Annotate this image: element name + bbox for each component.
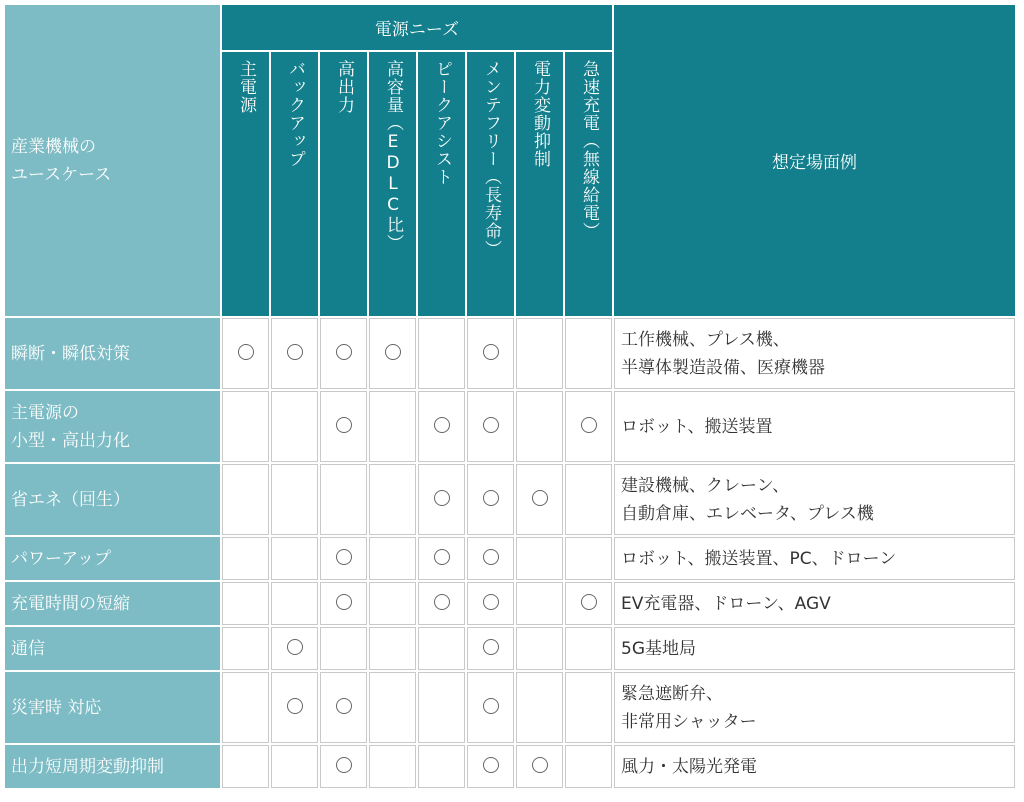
need-label: バックアップ — [285, 60, 305, 168]
scene-line: 建設機械、クレーン、 — [621, 475, 790, 496]
need-mark-cell — [418, 537, 465, 580]
need-mark-cell — [565, 672, 612, 743]
need-mark-cell — [320, 318, 367, 389]
circle-mark-icon — [336, 698, 352, 714]
use-case-label — [5, 391, 220, 462]
circle-mark-icon — [483, 639, 499, 655]
need-mark-cell — [369, 391, 416, 462]
use-case-line: 充電時間の短縮 — [11, 593, 130, 614]
need-mark-cell — [222, 464, 269, 535]
need-mark-cell — [418, 391, 465, 462]
need-mark-cell — [418, 627, 465, 670]
circle-mark-icon — [385, 344, 401, 360]
scene-cell — [614, 391, 1015, 462]
need-mark-cell — [467, 391, 514, 462]
circle-mark-icon — [336, 549, 352, 565]
need-mark-cell — [418, 464, 465, 535]
need-mark-cell — [565, 745, 612, 788]
use-case-line: 瞬断・瞬低対策 — [11, 343, 130, 364]
scene-line: 自動倉庫、エレベータ、プレス機 — [621, 503, 874, 524]
need-label: ピークアシスト — [432, 60, 452, 186]
scene-line: 風力・太陽光発電 — [621, 756, 757, 777]
scene-line: 非常用シャッター — [621, 711, 757, 732]
need-mark-cell — [271, 464, 318, 535]
need-mark-cell — [369, 582, 416, 625]
circle-mark-icon — [336, 344, 352, 360]
use-case-label — [5, 464, 220, 535]
need-mark-cell — [565, 537, 612, 580]
need-mark-cell — [516, 391, 563, 462]
need-label: 急速充電（無線給電） — [579, 60, 599, 240]
use-case-table — [3, 3, 1017, 790]
need-header — [271, 52, 318, 316]
need-mark-cell — [271, 672, 318, 743]
need-mark-cell — [565, 318, 612, 389]
scene-line: 緊急遮断弁、 — [621, 683, 723, 704]
need-mark-cell — [222, 582, 269, 625]
need-mark-cell — [271, 582, 318, 625]
need-mark-cell — [467, 464, 514, 535]
scene-cell — [614, 672, 1015, 743]
use-case-line: 出力短周期変動抑制 — [11, 756, 164, 777]
need-mark-cell — [516, 318, 563, 389]
use-case-label — [5, 318, 220, 389]
need-mark-cell — [222, 745, 269, 788]
circle-mark-icon — [483, 344, 499, 360]
need-mark-cell — [467, 745, 514, 788]
need-mark-cell — [418, 745, 465, 788]
table-row — [5, 464, 1015, 535]
need-mark-cell — [565, 582, 612, 625]
use-case-label — [5, 627, 220, 670]
need-label: 高容量（EDLC比） — [383, 60, 403, 252]
circle-mark-icon — [483, 549, 499, 565]
need-mark-cell — [467, 582, 514, 625]
circle-mark-icon — [336, 594, 352, 610]
use-case-line: パワーアップ — [11, 548, 111, 569]
circle-mark-icon — [581, 594, 597, 610]
table-row — [5, 672, 1015, 743]
scene-cell — [614, 537, 1015, 580]
need-mark-cell — [418, 672, 465, 743]
scene-line: 工作機械、プレス機、 — [621, 329, 790, 350]
need-mark-cell — [418, 582, 465, 625]
circle-mark-icon — [434, 594, 450, 610]
circle-mark-icon — [434, 490, 450, 506]
need-mark-cell — [565, 464, 612, 535]
need-mark-cell — [565, 391, 612, 462]
need-mark-cell — [222, 627, 269, 670]
need-header — [565, 52, 612, 316]
need-mark-cell — [467, 672, 514, 743]
need-label: メンテフリー（長寿命） — [481, 60, 501, 258]
need-mark-cell — [271, 745, 318, 788]
circle-mark-icon — [287, 639, 303, 655]
need-mark-cell — [369, 672, 416, 743]
need-mark-cell — [418, 318, 465, 389]
need-mark-cell — [467, 627, 514, 670]
need-mark-cell — [467, 318, 514, 389]
need-mark-cell — [222, 537, 269, 580]
need-header — [320, 52, 367, 316]
table-row — [5, 627, 1015, 670]
use-case-line: 災害時 対応 — [11, 697, 102, 718]
need-header — [222, 52, 269, 316]
use-case-line: 小型・高出力化 — [11, 430, 130, 451]
scene-cell — [614, 464, 1015, 535]
need-mark-cell — [222, 318, 269, 389]
use-case-label — [5, 582, 220, 625]
need-mark-cell — [516, 627, 563, 670]
scene-cell — [614, 318, 1015, 389]
circle-mark-icon — [336, 417, 352, 433]
need-mark-cell — [516, 582, 563, 625]
need-mark-cell — [516, 464, 563, 535]
need-mark-cell — [369, 627, 416, 670]
circle-mark-icon — [483, 417, 499, 433]
need-mark-cell — [271, 391, 318, 462]
need-mark-cell — [320, 391, 367, 462]
need-label: 高出力 — [334, 60, 354, 114]
circle-mark-icon — [483, 698, 499, 714]
table-row — [5, 582, 1015, 625]
need-mark-cell — [320, 745, 367, 788]
need-header — [369, 52, 416, 316]
circle-mark-icon — [434, 417, 450, 433]
need-mark-cell — [320, 537, 367, 580]
scene-cell — [614, 582, 1015, 625]
need-mark-cell — [271, 318, 318, 389]
need-mark-cell — [565, 627, 612, 670]
scene-line: 5G基地局 — [621, 638, 696, 659]
need-header — [418, 52, 465, 316]
circle-mark-icon — [336, 757, 352, 773]
circle-mark-icon — [532, 757, 548, 773]
need-mark-cell — [369, 464, 416, 535]
circle-mark-icon — [483, 757, 499, 773]
need-mark-cell — [222, 672, 269, 743]
circle-mark-icon — [483, 490, 499, 506]
use-case-line: 省エネ（回生） — [11, 489, 130, 510]
need-header — [516, 52, 563, 316]
scene-cell — [614, 745, 1015, 788]
circle-mark-icon — [238, 344, 254, 360]
circle-mark-icon — [483, 594, 499, 610]
scene-line: EV充電器、ドローン、AGV — [621, 593, 831, 614]
circle-mark-icon — [287, 698, 303, 714]
corner-line: ユースケース — [11, 164, 112, 185]
use-case-line: 通信 — [11, 638, 45, 659]
need-mark-cell — [369, 745, 416, 788]
need-mark-cell — [516, 672, 563, 743]
power-needs-header: 電源ニーズ — [222, 5, 612, 50]
corner-line: 産業機械の — [11, 136, 96, 157]
need-mark-cell — [369, 537, 416, 580]
table-row — [5, 745, 1015, 788]
circle-mark-icon — [581, 417, 597, 433]
need-mark-cell — [467, 537, 514, 580]
table-row — [5, 318, 1015, 389]
circle-mark-icon — [434, 549, 450, 565]
use-case-label — [5, 745, 220, 788]
use-case-line: 主電源の — [11, 402, 79, 423]
need-mark-cell — [320, 464, 367, 535]
need-label: 電力変動抑制 — [530, 60, 550, 168]
need-mark-cell — [271, 627, 318, 670]
table-body — [5, 318, 1015, 788]
need-mark-cell — [222, 391, 269, 462]
need-mark-cell — [271, 537, 318, 580]
need-mark-cell — [320, 627, 367, 670]
need-mark-cell — [516, 745, 563, 788]
need-label: 主電源 — [236, 60, 256, 114]
corner-header — [5, 5, 220, 316]
scene-line: ロボット、搬送装置、PC、ドローン — [621, 548, 897, 569]
scene-line: 半導体製造設備、医療機器 — [621, 357, 825, 378]
circle-mark-icon — [287, 344, 303, 360]
table-row — [5, 537, 1015, 580]
use-case-label — [5, 672, 220, 743]
need-mark-cell — [320, 582, 367, 625]
scene-line: ロボット、搬送装置 — [621, 416, 773, 437]
need-header — [467, 52, 514, 316]
circle-mark-icon — [532, 490, 548, 506]
use-case-label — [5, 537, 220, 580]
need-mark-cell — [516, 537, 563, 580]
scene-header: 想定場面例 — [614, 5, 1015, 316]
scene-cell — [614, 627, 1015, 670]
need-mark-cell — [320, 672, 367, 743]
table-row — [5, 391, 1015, 462]
need-mark-cell — [369, 318, 416, 389]
